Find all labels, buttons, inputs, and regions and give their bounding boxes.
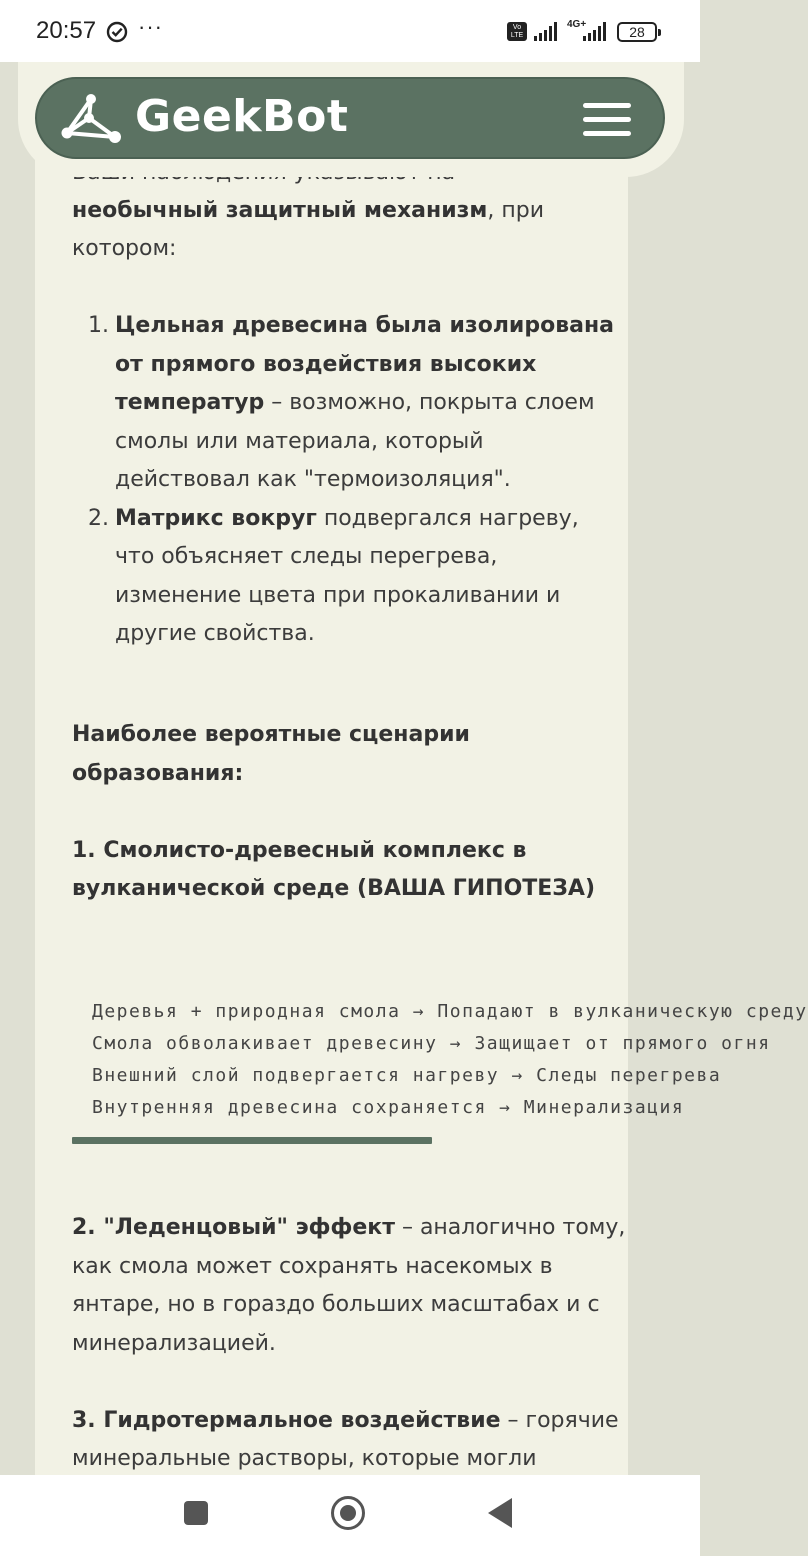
list-item-2-line-2: что объясняет следы перегрева, <box>115 544 498 569</box>
system-nav-bar <box>0 1475 700 1556</box>
more-notifications-icon: ··· <box>138 14 163 39</box>
list-number-2: 2. <box>88 506 109 531</box>
status-time: 20:57 <box>36 17 97 44</box>
paragraph-2-line-2: как смола может сохранять насекомых в <box>72 1254 553 1279</box>
list-number-1: 1. <box>88 313 109 338</box>
list-item-2-line-4: другие свойства. <box>115 621 315 646</box>
paragraph-3-line-2: минеральные растворы, которые могли <box>72 1446 537 1471</box>
list-item-1-line-5: действовал как "термоизоляция". <box>115 467 511 492</box>
home-icon[interactable] <box>331 1496 365 1530</box>
paragraph-2-line-1: 2. "Леденцовый" эффект – аналогично тому, <box>72 1215 626 1240</box>
scenario-1-heading-line-1: 1. Смолисто-древесный комплекс в <box>72 838 527 863</box>
intro-line-2: котором: <box>72 236 177 261</box>
check-circle-icon <box>106 21 128 43</box>
geekbot-logo-icon <box>57 93 123 145</box>
battery-icon: 28 <box>617 22 657 42</box>
signal-strength-icon-2 <box>582 21 610 41</box>
scenarios-heading-line-1: Наиболее вероятные сценарии <box>72 722 470 747</box>
intro-bold: необычный защитный механизм <box>72 198 488 223</box>
list-item-1-line-2: от прямого воздействия высоких <box>115 352 537 377</box>
paragraph-2-line-4: минерализацией. <box>72 1331 276 1356</box>
paragraph-2-line-3: янтаре, но в гораздо больших масштабах и с <box>72 1292 600 1317</box>
paragraph-3-line-1: 3. Гидротермальное воздействие – горячие <box>72 1408 619 1433</box>
list-item-2-line-3: изменение цвета при прокаливании и <box>115 583 561 608</box>
list-item-1-line-1: Цельная древесина была изолирована <box>115 313 615 338</box>
header-bar <box>35 77 665 159</box>
back-icon[interactable] <box>488 1498 512 1528</box>
code-line-1: Деревья + природная смола → Попадают в вулканическую среду <box>92 1001 808 1022</box>
code-horizontal-scrollbar[interactable] <box>72 1137 432 1144</box>
signal-strength-icon <box>533 21 561 41</box>
recent-apps-icon[interactable] <box>184 1501 208 1525</box>
network-type-label: 4G+ <box>567 19 587 30</box>
intro-line-1: необычный защитный механизм, при <box>72 198 545 223</box>
volte-icon: Vo LTE <box>507 22 527 41</box>
code-line-4: Внутренняя древесина сохраняется → Минерализация <box>92 1097 685 1118</box>
list-item-1-line-3: температур – возможно, покрыта слоем <box>115 390 595 415</box>
scenario-1-heading-line-2: вулканической среде (ВАША ГИПОТЕЗА) <box>72 876 596 901</box>
brand-name[interactable]: GeekBot <box>135 91 349 142</box>
status-bar <box>0 0 700 62</box>
list-item-1-line-4: смолы или материала, который <box>115 429 484 454</box>
list-item-2-line-1: Матрикс вокруг подвергался нагреву, <box>115 506 579 531</box>
code-line-2: Смола обволакивает древесину → Защищает от прямого огня <box>92 1033 771 1054</box>
hamburger-menu-icon[interactable] <box>583 101 633 137</box>
scenarios-heading-line-2: образования: <box>72 761 244 786</box>
code-line-3: Внешний слой подвергается нагреву → Следы перегрева <box>92 1065 722 1086</box>
code-block[interactable] <box>72 990 808 1122</box>
